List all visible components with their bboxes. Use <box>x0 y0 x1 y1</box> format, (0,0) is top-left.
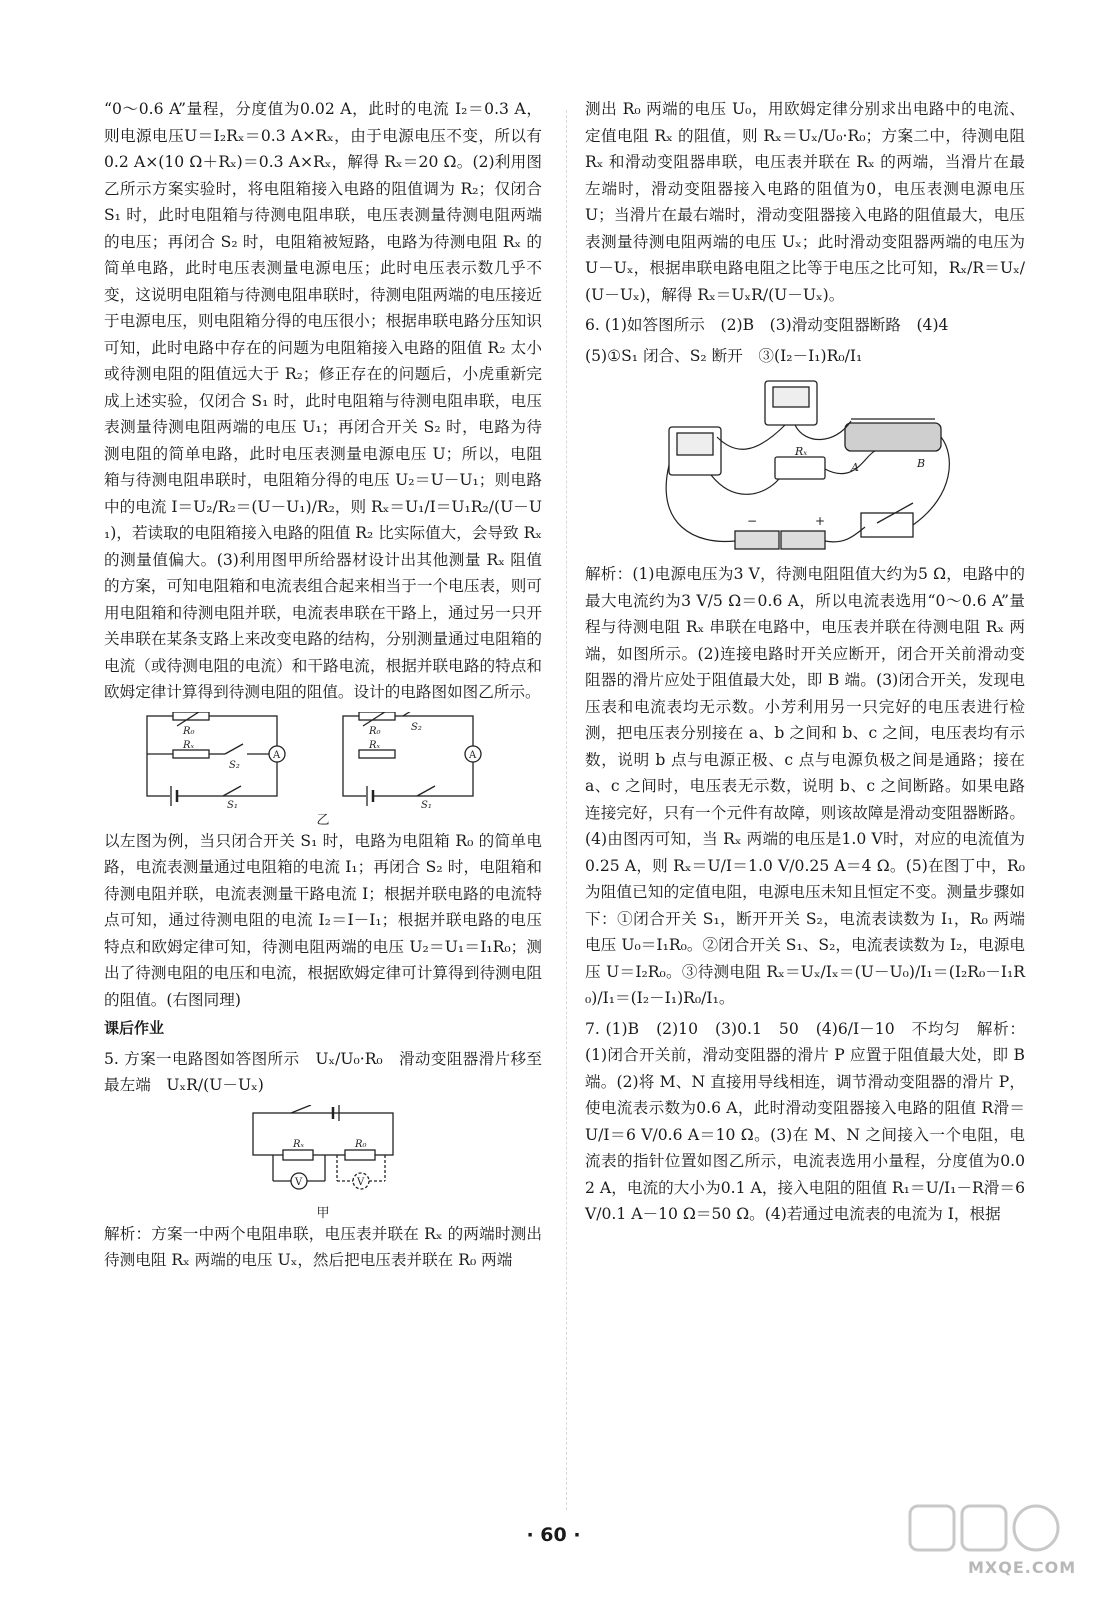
watermark-text: MXQE.COM <box>968 1558 1077 1577</box>
right-column <box>585 96 1025 1232</box>
label-r0-right: R₀ <box>369 725 381 737</box>
label-r0-fig5: R₀ <box>355 1138 367 1150</box>
page-number: · 60 · <box>526 1524 581 1546</box>
figure-caption-yi: 乙 <box>316 812 330 828</box>
question-5-answer: 5. 方案一电路图如答图所示 Uₓ/U₀·R₀ 滑动变阻器滑片移至最左端 UₓR/(U－Uₓ) <box>104 1049 542 1094</box>
label-s1-left: S₁ <box>227 799 238 808</box>
label-rx-apparatus: Rₓ <box>795 445 808 458</box>
column-divider <box>566 110 567 1510</box>
label-rx-fig5: Rₓ <box>293 1138 305 1150</box>
label-point-b: B <box>917 457 926 470</box>
ammeter-left: A <box>273 749 281 761</box>
label-r0-left: R₀ <box>183 725 195 737</box>
voltmeter-1: V <box>295 1176 303 1188</box>
label-rx-left: Rₓ <box>183 739 195 751</box>
label-s1-right: S₁ <box>421 799 432 808</box>
battery-plus: + <box>815 514 826 528</box>
label-s2-right: S₂ <box>411 721 422 733</box>
left-paragraph-2: 以左图为例，当只闭合开关 S₁ 时，电路为电阻箱 R₀ 的简单电路，电流表测量通过电阻箱的电流 I₁；再闭合 S₂ 时，电阻箱和待测电阻并联，电流表测量干路电流 I；根据并联电路的电流特点可知，通过待测电阻的电流 I₂＝I－I₁；根据并联电路的电压特点和欧姆定律可知，待测电阻两端的电压 U₂＝U₁＝I₁R₀；测出了待测电阻的电压和电流，根据欧姆定律可计算得到待测电阻的阻值。(右图同理) <box>104 831 542 1009</box>
ammeter-right: A <box>469 749 477 761</box>
question-7-answer: 7. (1)B (2)10 (3)0.1 50 (4)6/I－10 不均匀 解析：(1)闭合开关前，滑动变阻器的滑片 P 应置于阻值最大处，即 B 端。(2)将 M、N 直接用导线相连，调节滑动变阻器的滑片 P，使电流表示数为0.6 A，此时滑动变阻器接入电路的阻值 R滑＝U/I＝6 V/0.6 A＝10 Ω。(3)在 M、N 之间接入一个电阻，电流表的指针位置如图乙所示，电流表选用小量程，分度值为0.02 A，电流的大小为0.1 A，接入电阻的阻值 R₁＝U/I₁－R滑＝6 V/0.1 A－10 Ω＝50 Ω。(4)若通过电流表的电流为 I，根据 <box>585 1019 1025 1223</box>
parallel-circuit-figure <box>143 712 503 808</box>
label-point-a: A <box>851 461 859 474</box>
question-6-answer-a: 6. (1)如答图所示 (2)B (3)滑动变阻器断路 (4)4 <box>585 316 949 334</box>
left-paragraph-1: “0～0.6 A”量程，分度值为0.02 A，此时的电流 I₂＝0.3 A，则电源电压U＝I₂Rₓ＝0.3 A×Rₓ，由于电源电压不变，所以有0.2 A×(10 Ω＋Rₓ)＝0.3 A×Rₓ，解得 Rₓ＝20 Ω。(2)利用图乙所示方案实验时，将电阻箱接入电路的阻值调为 R₂；仅闭合 S₁ 时，此时电阻箱与待测电阻串联，电压表测量待测电阻两端的电压；再闭合 S₂ 时，电阻箱被短路，电路为待测电阻 Rₓ 的简单电路，此时电压表测量电源电压；此时电压表示数几乎不变，这说明电阻箱与待测电阻串联时，待测电阻两端的电压接近于电源电压，则电阻箱分得的电压很小；根据串联电路分压知识可知，此时电路中存在的问题为电阻箱接入电路的阻值 R₂ 太小或待测电阻的阻值远大于 R₂；修正存在的问题后，小虎重新完成上述实验，仅闭合 S₁ 时，此时电阻箱与待测电阻串联，电压表测量待测电阻两端的电压 U₁；再闭合开关 S₂ 时，电路为待测电阻的简单电路，此时电压表测量电源电压 U；所以，电阻箱与待测电阻串联时，电阻箱分得的电压 U₂＝U－U₁；则电路中的电流 I＝U₂/R₂＝(U－U₁)/R₂，则 Rₓ＝U₁/I＝U₁R₂/(U－U₁)，若读取的电阻箱接入电路的阻值 R₂ 比实际值大，会导致 Rₓ 的测量值偏大。(3)利用图甲所给器材设计出其他测量 Rₓ 阻值的方案，可知电阻箱和电流表组合起来相当于一个电压表，则可用电阻箱和待测电阻并联，电流表串联在干路上，通过另一只开关串联在某条支路上来改变电路的结构，分别测量通过电阻箱的电流（或待测电阻的电流）和干路电流，根据并联电路的特点和欧姆定律计算得到待测电阻的阻值。设计的电路图如图乙所示。 <box>104 100 542 701</box>
voltmeter-2: V <box>357 1176 365 1188</box>
series-circuit-figure <box>233 1105 413 1201</box>
section-heading: 课后作业 <box>104 1019 165 1037</box>
label-s2-left: S₂ <box>229 759 240 771</box>
left-paragraph-3: 解析：方案一中两个电阻串联，电压表并联在 Rₓ 的两端时测出待测电阻 Rₓ 两端的电压 Uₓ，然后把电压表并联在 R₀ 两端 <box>104 1224 542 1269</box>
label-rx-right: Rₓ <box>369 739 381 751</box>
right-paragraph-2: 解析：(1)电源电压为3 V，待测电阻阻值大约为5 Ω，电路中的最大电流约为3 V/5 Ω＝0.6 A，所以电流表选用“0～0.6 A”量程与待测电阻 Rₓ 串联在电路中，电压表并联在待测电阻 Rₓ 两端，如图所示。(2)连接电路时开关应断开，闭合开关前滑动变阻器的滑片应处于阻值最大处，即 B 端。(3)闭合开关，发现电压表和电流表均无示数。小芳利用另一只完好的电压表进行检测，把电压表分别接在 a、b 之间和 b、c 之间，电压表均有示数，说明 b 点与电源正极、c 点与电源负极之间是通路；接在 a、c 之间时，电压表无示数，说明 b、c 之间断路。如果电路连接完好，只有一个元件有故障，则该故障是滑动变阻器断路。(4)由图丙可知，当 Rₓ 两端的电压是1.0 V时，对应的电流值为0.25 A，则 Rₓ＝U/I＝1.0 V/0.25 A＝4 Ω。(5)在图丁中，R₀为阻值已知的定值电阻，电源电压未知且恒定不变。测量步骤如下：①闭合开关 S₁，断开开关 S₂，电流表读数为 I₁，R₀ 两端电压 U₀＝I₁R₀。②闭合开关 S₁、S₂，电流表读数为 I₂，电源电压 U＝I₂R₀。③待测电阻 Rₓ＝Uₓ/Iₓ＝(U－U₀)/I₁＝(I₂R₀－I₁R₀)/I₁＝(I₂－I₁)R₀/I₁。 <box>585 565 1025 1007</box>
right-paragraph-1: 测出 R₀ 两端的电压 U₀，用欧姆定律分别求出电路中的电流、定值电阻 Rₓ 的阻值，则 Rₓ＝Uₓ/U₀·R₀；方案二中，待测电阻 Rₓ 和滑动变阻器串联，电压表并联在 Rₓ 的两端，当滑片在最左端时，滑动变阻器接入电路的阻值为0，电压表测电源电压 U；当滑片在最右端时，滑动变阻器接入电路的阻值最大，电压表测量待测电阻两端的电压 Uₓ；此时滑动变阻器两端的电压为 U－Uₓ，根据串联电路电阻之比等于电压之比可知，Rₓ/R＝Uₓ/(U－Uₓ)，解得 Rₓ＝UₓR/(U－Uₓ)。 <box>585 100 1025 304</box>
left-column <box>104 96 542 1274</box>
battery-minus: − <box>747 514 758 528</box>
apparatus-figure <box>655 375 955 555</box>
question-6-answer-b: (5)①S₁ 闭合、S₂ 断开 ③(I₂－I₁)R₀/I₁ <box>585 346 863 365</box>
figure-caption-jia: 甲 <box>316 1205 330 1221</box>
